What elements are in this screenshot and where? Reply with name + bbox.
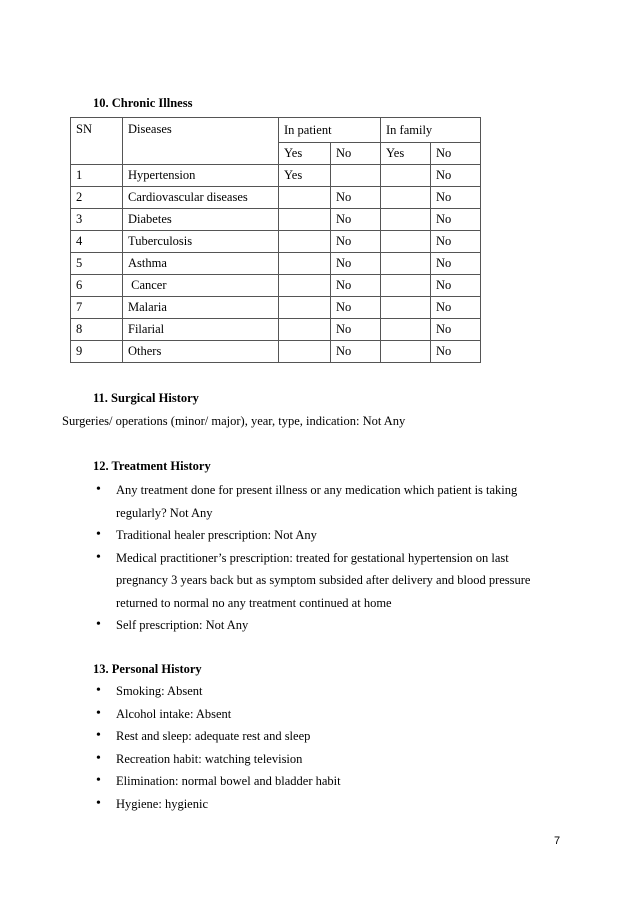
table-row <box>71 319 481 341</box>
cell-disease: Filarial <box>123 319 279 341</box>
header-family-no: No <box>431 143 481 165</box>
header-in-patient: In patient <box>279 118 381 143</box>
list-item-text: Self prescription: Not Any <box>116 618 249 632</box>
cell-f-yes <box>381 253 431 275</box>
cell-f-no: No <box>431 297 481 319</box>
list-item-text: Rest and sleep: adequate rest and sleep <box>116 729 311 743</box>
cell-sn: 9 <box>71 341 123 363</box>
cell-f-yes <box>381 297 431 319</box>
bullet-icon: • <box>96 728 101 743</box>
cell-disease: Hypertension <box>123 165 279 187</box>
bullet-icon: • <box>96 617 101 632</box>
cell-f-yes <box>381 275 431 297</box>
cell-disease: Diabetes <box>123 209 279 231</box>
surgical-history-text: Surgeries/ operations (minor/ major), year, type, indication: Not Any <box>62 414 406 428</box>
list-item-text: Any treatment done for present illness or any medication which patient is taking regularly? Not Any <box>116 483 518 520</box>
table-row <box>71 231 481 253</box>
table-row <box>71 341 481 363</box>
cell-f-no: No <box>431 275 481 297</box>
bullet-icon: • <box>96 705 101 721</box>
treatment-history-heading: 12. Treatment History <box>93 459 211 473</box>
cell-sn: 7 <box>71 297 123 319</box>
header-family-yes: Yes <box>381 143 431 165</box>
cell-p-yes: Yes <box>279 165 331 187</box>
cell-f-yes <box>381 231 431 253</box>
table-row <box>71 275 481 297</box>
cell-sn: 3 <box>71 209 123 231</box>
cell-f-no: No <box>431 209 481 231</box>
list-item <box>96 793 536 816</box>
table-row <box>71 187 481 209</box>
cell-disease: Tuberculosis <box>123 231 279 253</box>
cell-p-no: No <box>331 297 381 319</box>
cell-p-no: No <box>331 209 381 231</box>
list-item <box>96 748 536 771</box>
cell-p-no: No <box>331 231 381 253</box>
cell-f-no: No <box>431 187 481 209</box>
list-item <box>96 680 536 703</box>
cell-p-no: No <box>331 341 381 363</box>
header-diseases: Diseases <box>123 118 279 165</box>
cell-f-no: No <box>431 253 481 275</box>
cell-f-no: No <box>431 341 481 363</box>
cell-f-no: No <box>431 231 481 253</box>
list-item-text: Traditional healer prescription: Not Any <box>116 528 317 542</box>
surgical-history-heading: 11. Surgical History <box>93 391 199 405</box>
bullet-icon: • <box>96 527 101 542</box>
cell-f-yes <box>381 209 431 231</box>
header-sn: SN <box>71 118 123 165</box>
chronic-illness-heading: 10. Chronic Illness <box>93 96 193 110</box>
bullet-icon: • <box>96 683 101 698</box>
list-item <box>96 479 536 524</box>
table-row <box>71 253 481 275</box>
table-row <box>71 297 481 319</box>
list-item <box>96 614 536 637</box>
cell-sn: 1 <box>71 165 123 187</box>
bullet-icon: • <box>96 549 101 565</box>
table-row <box>71 209 481 231</box>
cell-sn: 4 <box>71 231 123 253</box>
list-item <box>96 547 536 615</box>
list-item-text: Medical practitioner’s prescription: treated for gestational hypertension on last pregnancy 3 years back but as symptom subsided after delivery and blood pressure returned to normal no any treatment continued at home <box>116 550 531 610</box>
list-item <box>96 725 536 748</box>
cell-p-no: No <box>331 187 381 209</box>
list-item <box>96 703 536 726</box>
list-item-text: Smoking: Absent <box>116 684 203 698</box>
cell-p-no <box>331 165 381 187</box>
header-patient-no: No <box>331 143 381 165</box>
cell-sn: 5 <box>71 253 123 275</box>
cell-disease: Cancer <box>123 275 279 297</box>
bullet-icon: • <box>96 482 101 497</box>
header-in-family: In family <box>381 118 481 143</box>
cell-p-yes <box>279 231 331 253</box>
cell-disease: Malaria <box>123 297 279 319</box>
cell-p-yes <box>279 341 331 363</box>
cell-f-yes <box>381 187 431 209</box>
cell-f-yes <box>381 165 431 187</box>
table-row <box>71 165 481 187</box>
cell-p-no: No <box>331 275 381 297</box>
cell-p-yes <box>279 297 331 319</box>
cell-f-yes <box>381 319 431 341</box>
cell-sn: 8 <box>71 319 123 341</box>
personal-history-list <box>96 680 536 815</box>
cell-p-yes <box>279 253 331 275</box>
cell-disease: Asthma <box>123 253 279 275</box>
cell-f-no: No <box>431 319 481 341</box>
cell-p-yes <box>279 275 331 297</box>
bullet-icon: • <box>96 795 101 811</box>
cell-disease: Others <box>123 341 279 363</box>
cell-p-yes <box>279 187 331 209</box>
cell-p-no: No <box>331 319 381 341</box>
cell-p-yes <box>279 209 331 231</box>
cell-p-no: No <box>331 253 381 275</box>
list-item-text: Alcohol intake: Absent <box>116 706 232 721</box>
cell-p-yes <box>279 319 331 341</box>
personal-history-heading: 13. Personal History <box>93 662 202 676</box>
list-item <box>96 770 536 793</box>
list-item-text: Recreation habit: watching television <box>116 751 303 766</box>
list-item <box>96 524 536 547</box>
page-number: 7 <box>554 835 561 847</box>
treatment-history-list <box>96 479 536 637</box>
cell-f-no: No <box>431 165 481 187</box>
list-item-text: Elimination: normal bowel and bladder habit <box>116 774 341 788</box>
cell-sn: 2 <box>71 187 123 209</box>
bullet-icon: • <box>96 773 101 788</box>
cell-disease: Cardiovascular diseases <box>123 187 279 209</box>
list-item-text: Hygiene: hygienic <box>116 796 208 811</box>
header-patient-yes: Yes <box>279 143 331 165</box>
bullet-icon: • <box>96 750 101 766</box>
cell-f-yes <box>381 341 431 363</box>
cell-sn: 6 <box>71 275 123 297</box>
chronic-illness-table <box>70 117 481 363</box>
